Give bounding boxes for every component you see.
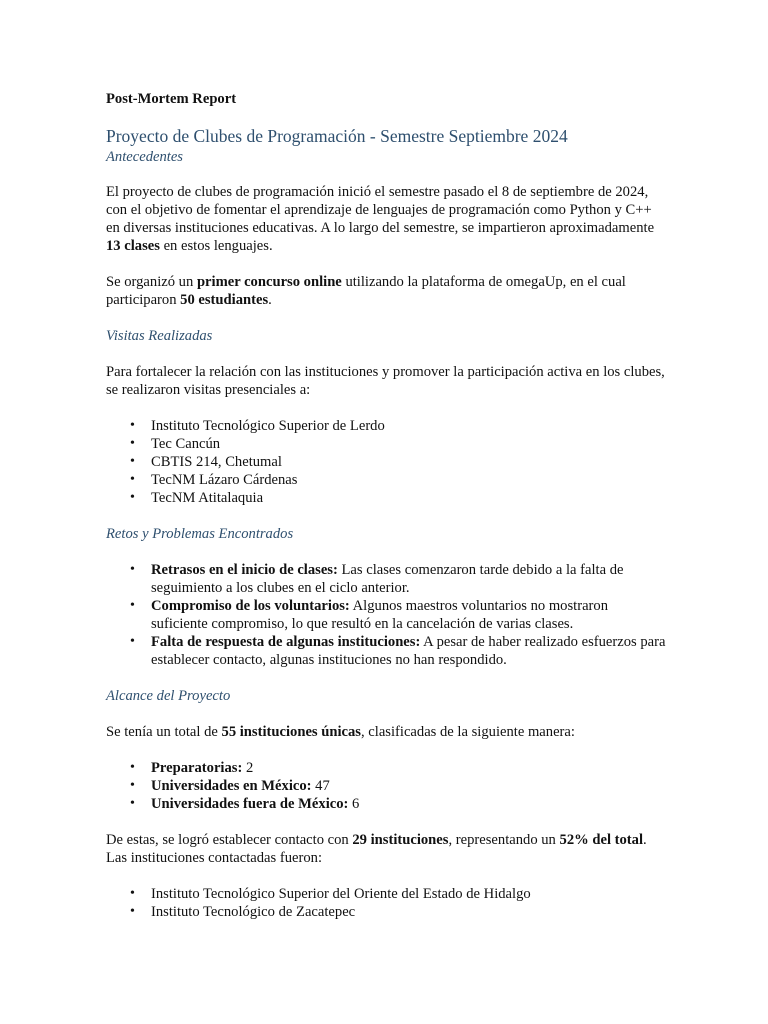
text-span: , clasificadas de la siguiente manera:	[361, 724, 575, 740]
list-retos	[106, 561, 666, 669]
list-item	[151, 597, 666, 633]
report-title: Post-Mortem Report	[106, 91, 237, 107]
text-span: El proyecto de clubes de programación inició el semestre pasado el 8 de septiembre de 2024, con el objetivo de fomentar el aprendizaje de lenguajes de programación como Python y C++ en diversas instituciones educativas. A lo largo del semestre, se impartieron aproximadamente	[106, 184, 655, 236]
list-item	[151, 759, 666, 777]
text-span: De estas, se logró establecer contacto con	[106, 832, 353, 848]
list-item	[151, 561, 666, 597]
list-contacted	[106, 885, 666, 921]
list-item	[151, 777, 666, 795]
heading-antecedentes: Antecedentes	[106, 149, 183, 165]
bold-span: 29 instituciones	[352, 832, 449, 848]
bold-span: Retrasos en el inicio de clases:	[151, 562, 338, 578]
list-item: • Instituto Tecnológico Superior del Oriente del Estado de Hidalgo	[151, 885, 666, 903]
paragraph-alcance-1	[106, 723, 666, 741]
text-span: Las clases comenzaron tarde debido a la falta de seguimiento a los clubes en el ciclo anterior.	[151, 562, 624, 596]
text-span: Se organizó un	[106, 274, 197, 290]
list-alcance	[106, 759, 666, 813]
bold-span: primer concurso online	[196, 274, 342, 290]
list-item	[151, 633, 666, 669]
list-item: • Instituto Tecnológico Superior de Lerdo	[151, 417, 666, 435]
bold-span: 13 clases	[106, 238, 160, 254]
heading-alcance: Alcance del Proyecto	[106, 688, 231, 704]
bold-span: Falta de respuesta de algunas instituciones:	[151, 634, 421, 650]
text-span: en estos lenguajes.	[159, 238, 273, 254]
bold-span: Preparatorias:	[151, 760, 243, 776]
list-visitas	[106, 417, 666, 507]
list-item: • TecNM Atitalaquia	[151, 489, 666, 507]
paragraph-antecedentes-2	[106, 273, 666, 309]
text-span: 6	[348, 796, 360, 812]
paragraph-alcance-2	[106, 831, 666, 867]
bold-span: 50 estudiantes	[180, 292, 269, 308]
text-span: Se tenía un total de	[106, 724, 222, 740]
document-content	[106, 90, 666, 921]
text-span: 47	[311, 778, 330, 794]
bold-span: Compromiso de los voluntarios:	[151, 598, 350, 614]
list-item	[151, 795, 666, 813]
heading-visitas: Visitas Realizadas	[106, 328, 213, 344]
text-span: utilizando la plataforma de omegaUp, en el cual participaron	[106, 274, 626, 308]
list-item: • TecNM Lázaro Cárdenas	[151, 471, 666, 489]
list-item: • CBTIS 214, Chetumal	[151, 453, 666, 471]
bold-span: 55 instituciones únicas	[221, 724, 361, 740]
heading-retos: Retos y Problemas Encontrados	[106, 526, 294, 542]
list-item: • Tec Cancún	[151, 435, 666, 453]
paragraph-antecedentes-1	[106, 183, 666, 255]
list-item: • Instituto Tecnológico de Zacatepec	[151, 903, 666, 921]
text-span: A pesar de haber realizado esfuerzos para establecer contacto, algunas instituciones no han respondido.	[151, 634, 666, 668]
text-span: Algunos maestros voluntarios no mostraron suficiente compromiso, lo que resultó en la cancelación de varias clases.	[151, 598, 609, 632]
document-title: Proyecto de Clubes de Programación - Semestre Septiembre 2024	[106, 126, 568, 146]
bold-span: Universidades fuera de México:	[151, 796, 349, 812]
text-span: . Las instituciones contactadas fueron:	[106, 832, 647, 866]
text-span: 2	[242, 760, 254, 776]
bold-span: 52% del total	[559, 832, 644, 848]
bold-span: Universidades en México:	[151, 778, 312, 794]
paragraph-visitas-intro: Para fortalecer la relación con las instituciones y promover la participación activa en los clubes, se realizaron visitas presenciales a:	[106, 364, 665, 398]
text-span: , representando un	[448, 832, 560, 848]
text-span: .	[268, 292, 272, 308]
